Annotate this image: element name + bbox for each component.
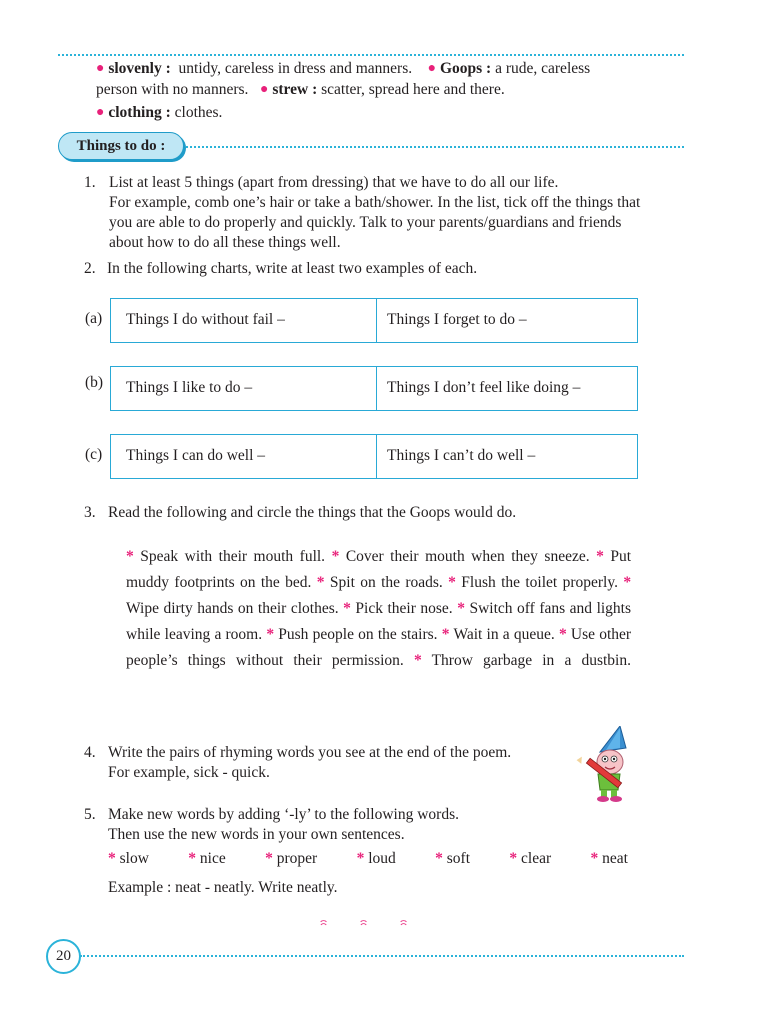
star-icon: *: [343, 600, 351, 617]
star-icon: *: [413, 652, 422, 669]
word-item: * neat: [590, 850, 628, 867]
glossary-term: slovenly :: [108, 60, 171, 77]
glossary-def: person with no manners.: [96, 81, 249, 98]
word-item: * clear: [509, 850, 552, 867]
chart-a-right: Things I forget to do –: [376, 299, 637, 342]
q5-example: Example : neat - neatly. Write neatly.: [108, 879, 338, 896]
word-item: * soft: [435, 850, 471, 867]
bottom-dotted-rule: [80, 955, 684, 957]
goop-item: Cover their mouth when they sneeze.: [345, 548, 590, 565]
glossary-line-2: [96, 81, 505, 99]
goop-item: Put muddy footprints on the bed.: [126, 548, 632, 591]
chart-c-label: (c): [85, 446, 103, 463]
q1-line: about how to do all these things well.: [109, 234, 341, 251]
chart-a: [110, 298, 638, 343]
chart-c: [110, 434, 638, 479]
word-item: * loud: [356, 850, 396, 867]
word-item: * proper: [265, 850, 318, 867]
chart-a-label: (a): [85, 310, 103, 327]
q5-number: 5.: [84, 806, 96, 823]
section-title: Things to do :: [58, 132, 184, 160]
goop-item: Wait in a queue.: [453, 626, 555, 643]
glossary-def: scatter, spread here and there.: [321, 81, 505, 98]
ornament-divider: ꩰ ꩰ ꩰ: [328, 921, 426, 938]
word-item: * slow: [108, 850, 149, 867]
bullet-icon: ●: [96, 105, 105, 120]
bullet-icon: ●: [260, 82, 269, 97]
glossary-line-3: [96, 104, 222, 122]
q2-text: In the following charts, write at least two examples of each.: [107, 260, 478, 277]
glossary-def: untidy, careless in dress and manners.: [178, 60, 413, 77]
goop-item: Spit on the roads.: [329, 574, 443, 591]
q3-text: Read the following and circle the things that the Goops would do.: [108, 504, 517, 521]
q5-line: Make new words by adding ‘-ly’ to the following words.: [108, 806, 459, 823]
page-number: 20: [46, 939, 81, 974]
goop-item: Push people on the stairs.: [278, 626, 438, 643]
q4-line: Write the pairs of rhyming words you see at the end of the poem.: [108, 744, 512, 761]
goop-item: Throw garbage in a dustbin.: [431, 652, 631, 669]
glossary-def: a rude, careless: [495, 60, 591, 77]
q1-line: you are able to do properly and quickly. Talk to your parents/guardians and friends: [109, 214, 622, 231]
star-icon: *: [331, 548, 340, 565]
glossary-def: clothes.: [174, 104, 223, 121]
section-dotted-rule: [186, 146, 684, 148]
goop-item: Wipe dirty hands on their clothes.: [126, 600, 339, 617]
q1-number: 1.: [84, 174, 96, 191]
goop-item: Switch off fans and lights while leaving a room.: [126, 600, 632, 643]
bullet-icon: ●: [96, 61, 105, 76]
star-icon: *: [266, 626, 275, 643]
chart-c-left: Things I can do well –: [126, 447, 266, 464]
top-dotted-rule: [58, 54, 684, 56]
chart-a-left: Things I do without fail –: [126, 311, 285, 328]
q1-line: List at least 5 things (apart from dressing) that we have to do all our life.: [109, 174, 559, 191]
bullet-icon: ●: [427, 61, 437, 76]
glossary-term: Goops :: [439, 60, 492, 77]
gnome-with-pencil-illustration: [570, 726, 636, 802]
chart-c-right: Things I can’t do well –: [376, 435, 637, 478]
star-icon: *: [596, 548, 604, 565]
chart-b-label: (b): [85, 374, 104, 391]
q5-line: Then use the new words in your own sentences.: [108, 826, 405, 843]
star-icon: *: [441, 626, 450, 643]
star-icon: *: [457, 600, 465, 617]
goops-list: [126, 544, 631, 674]
star-icon: *: [316, 574, 325, 591]
chart-b: [110, 366, 638, 411]
word-item: * nice: [188, 850, 226, 867]
glossary-term: strew :: [272, 81, 318, 98]
glossary-line-1: [96, 60, 590, 78]
glossary-term: clothing :: [108, 104, 171, 121]
star-icon: *: [448, 574, 456, 591]
star-icon: *: [126, 548, 134, 565]
goop-item: Pick their nose.: [355, 600, 453, 617]
q4-line: For example, sick - quick.: [108, 764, 270, 781]
star-icon: *: [623, 574, 632, 591]
goop-item: Flush the toilet properly.: [461, 574, 618, 591]
chart-b-left: Things I like to do –: [126, 379, 253, 396]
star-icon: *: [558, 626, 567, 643]
goop-item: Speak with their mouth full.: [140, 548, 326, 565]
word-list: [108, 850, 628, 868]
q2-number: 2.: [84, 260, 96, 277]
chart-b-right: Things I don’t feel like doing –: [376, 367, 637, 410]
goop-item: Use other people’s things without their permission.: [126, 626, 632, 669]
q4-number: 4.: [84, 744, 96, 761]
q1-line: For example, comb one’s hair or take a bath/shower. In the list, tick off the things that: [109, 194, 641, 211]
q3-number: 3.: [84, 504, 96, 521]
